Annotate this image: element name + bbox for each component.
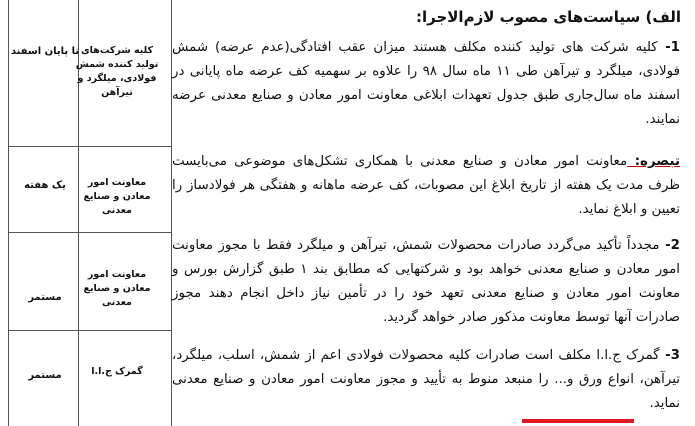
row-divider bbox=[9, 146, 171, 147]
paragraph-text: مجدداً تأکید می‌گردد صادرات محصولات شمش، تیرآهن و میلگرد فقط با مجوز معاونت امور معادن و صنایع معدنی خواهد بود و شرکتهایی که مطابق بند ۱ طبق گزارش بورس و معاونت امور معادن و صنایع معدنی تعهد خود را در تأمین نیاز داخل انجام دهند مجوز صادرات آنها توسط معاونت مذکور صادر خواهد گردید. bbox=[172, 238, 680, 325]
paragraph-text: گمرک ج.ا.ا مکلف است صادرات کلیه محصولات فولادی اعم از شمش، اسلب، میلگرد، تیرآهن، انواع ورق و... را منبعد منوط به تأیید و مجوز معاونت امور معادن و صنایع معدنی نماید. bbox=[172, 348, 680, 411]
deadline-cell: تا پایان اسفند bbox=[10, 46, 80, 57]
responsible-cell: کلیه شرکت‌های تولید کننده شمش فولادی، میلگرد و تیرآهن bbox=[75, 45, 159, 98]
paragraph-text: کلیه شرکت های تولید کننده مکلف هستند میزان عقب افتادگی(عدم عرضه) شمش فولادی، میلگرد و تیرآهن طی ۱۱ ماه سال ۹۸ را علاوه بر سهمیه کف عرضه ماه پایانی در اسفند ماه سال‌جاری طبق جدول تعهدات ابلاغی معاونت امور معادن و صنایع معدنی عرضه نمایند. bbox=[172, 40, 680, 127]
paragraph-number: 3- bbox=[659, 348, 680, 363]
red-underline-mark bbox=[522, 419, 634, 423]
responsible-cell: گمرک ج.ا.ا bbox=[91, 366, 143, 377]
paragraph-text: معاونت امور معادن و صنایع معدنی با همکاری تشکل‌های موضوعی می‌بایست ظرف مدت یک هفته از تاریخ ابلاغ این مصوبات، کف عرضه ماهانه و هفتگی هر فولادساز را تعیین و ابلاغ نماید. bbox=[172, 154, 680, 217]
policy-paragraph bbox=[172, 234, 680, 330]
row-divider bbox=[9, 232, 171, 233]
deadline-cell: یک هفته bbox=[24, 180, 66, 191]
deadline-cell: مستمر bbox=[28, 370, 62, 381]
paragraph-number: 2- bbox=[659, 238, 680, 253]
row-divider bbox=[9, 330, 171, 331]
responsible-cell: معاونت امور معادن و صنایع معدنی bbox=[83, 269, 151, 308]
section-heading: الف) سیاست‌های مصوب لازم‌الاجرا: bbox=[415, 8, 681, 26]
deadline-cell: مستمر bbox=[28, 292, 62, 303]
policy-paragraph bbox=[172, 150, 680, 222]
note-label: تبصره: bbox=[627, 154, 680, 169]
policy-paragraph bbox=[172, 344, 680, 416]
paragraph-number: 1- bbox=[657, 40, 680, 55]
responsible-cell: معاونت امور معادن و صنایع معدنی bbox=[83, 177, 151, 216]
policy-paragraph bbox=[172, 36, 680, 132]
